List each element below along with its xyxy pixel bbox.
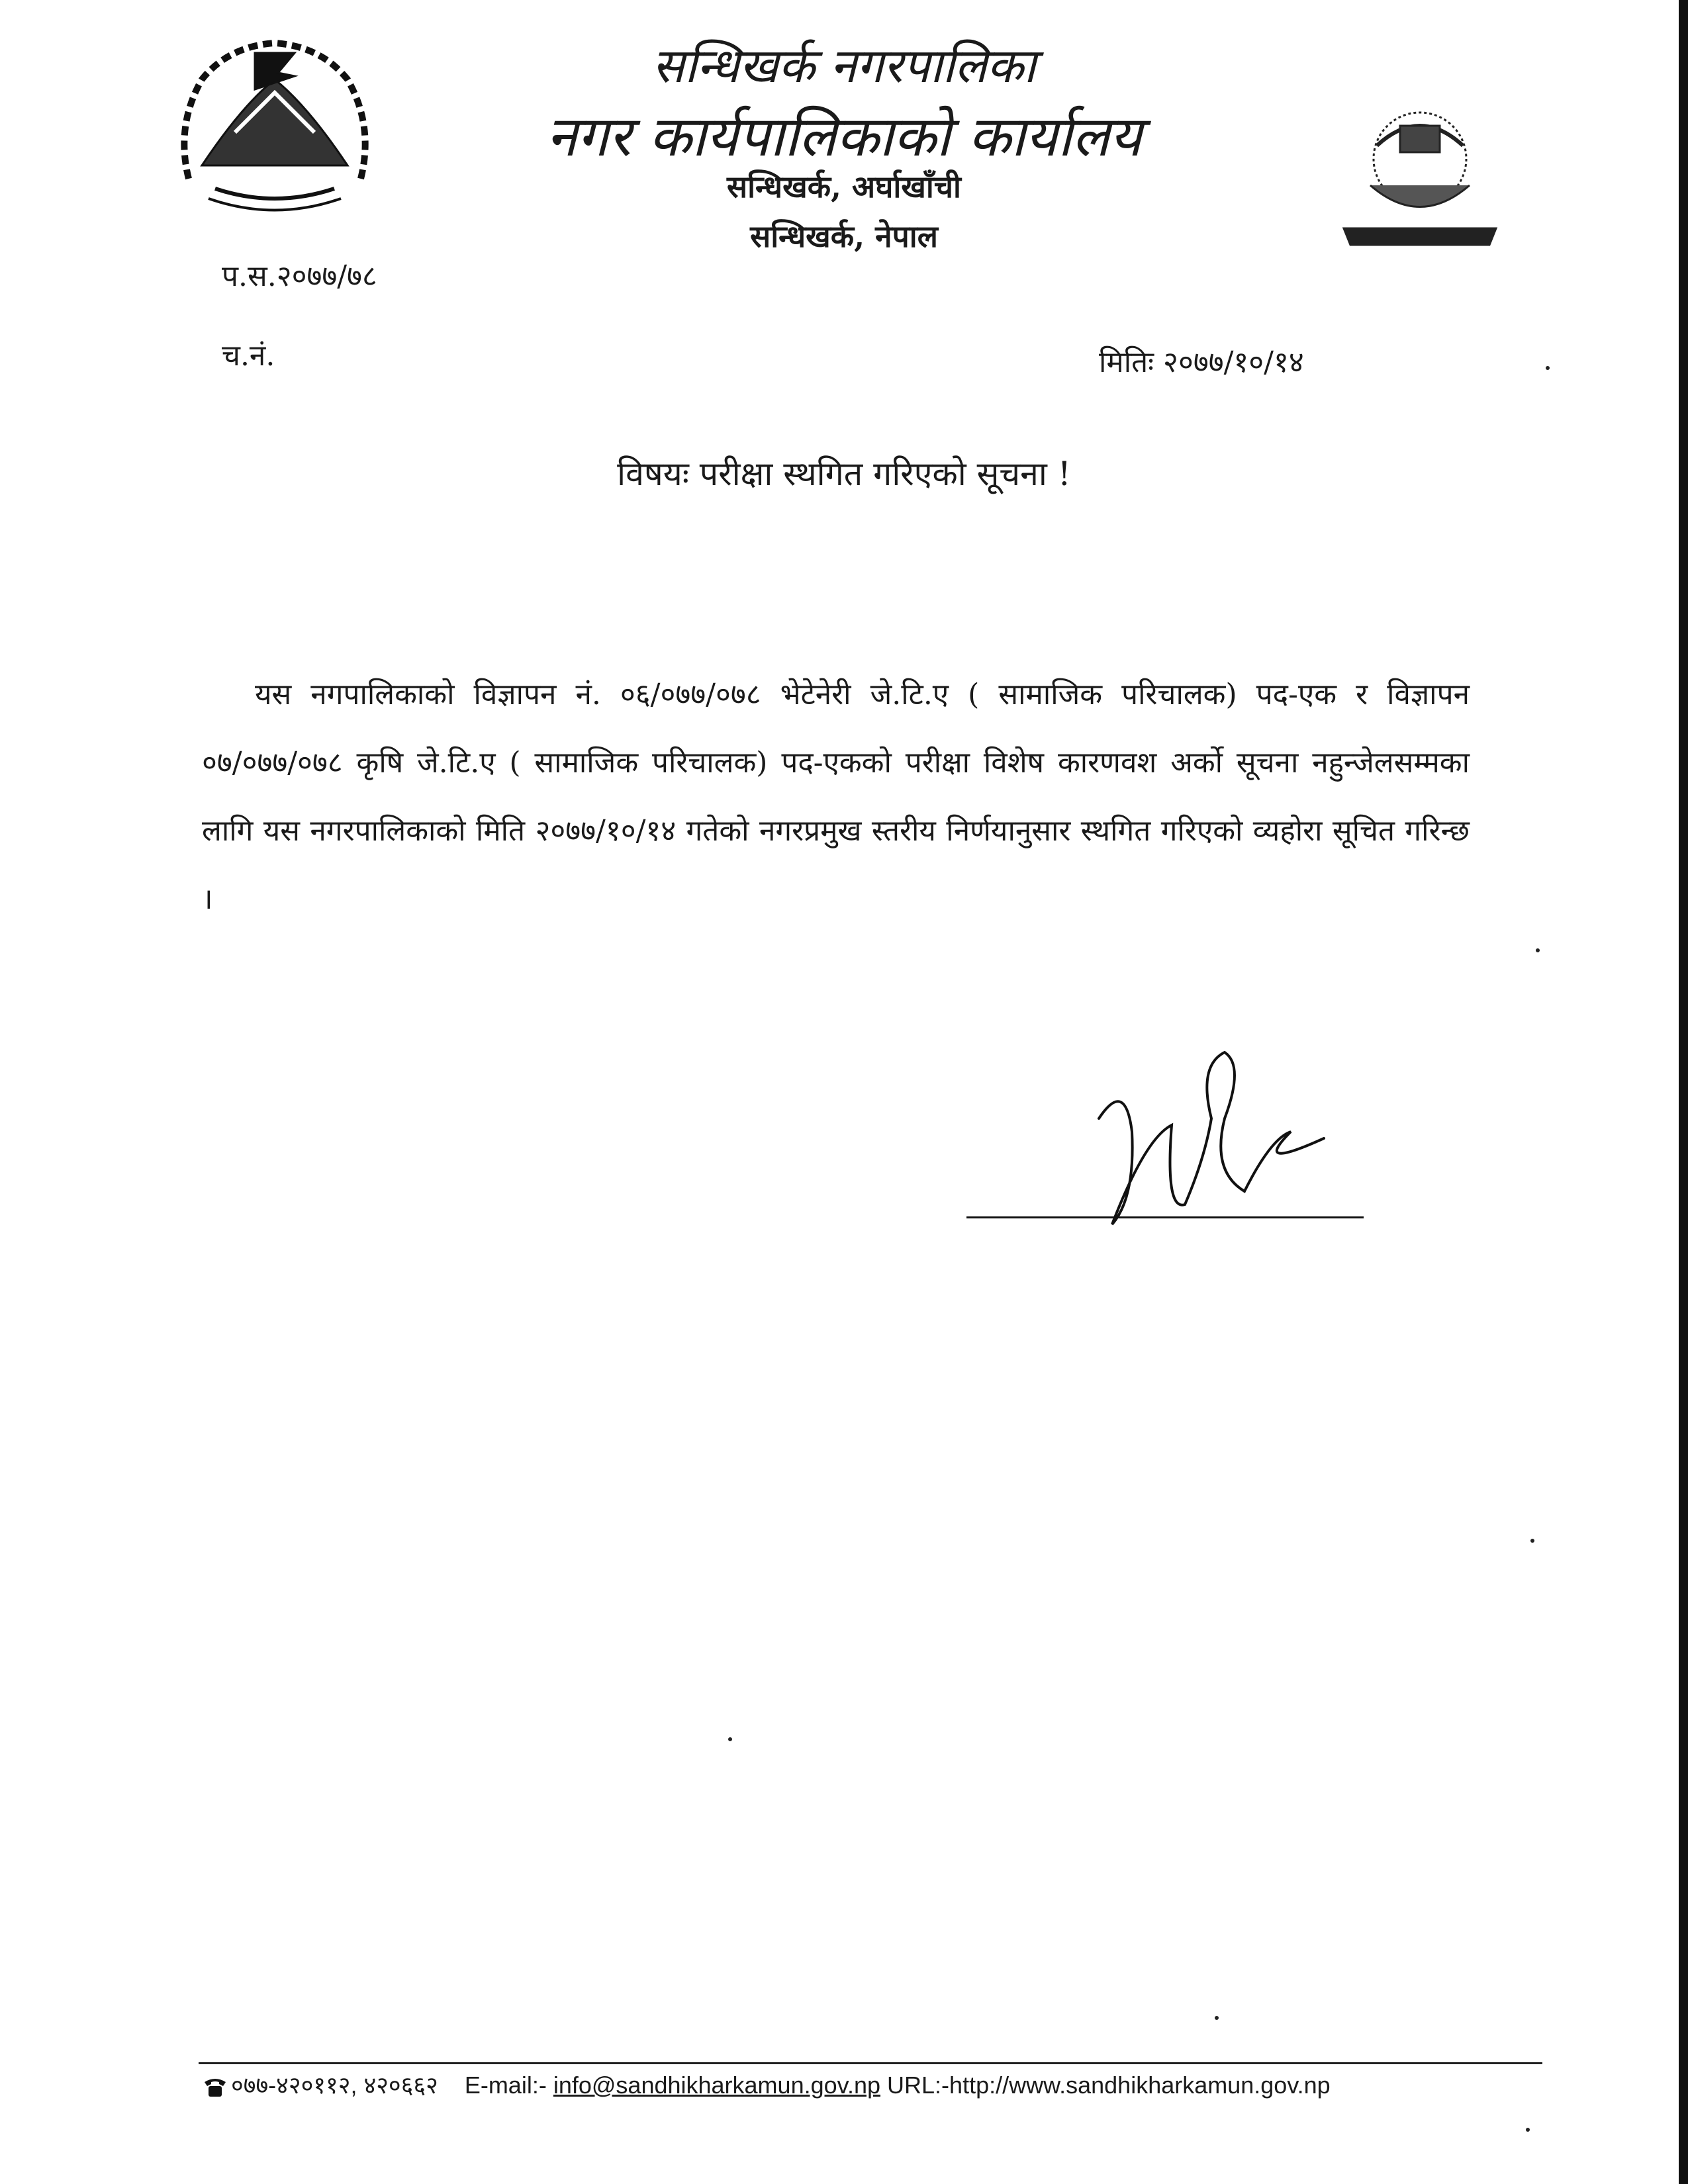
footer-phone: ०७७-४२०११२, ४२०६६२ [231, 2071, 438, 2099]
office-name: नगर कार्यपालिकाको कार्यालय [546, 104, 1142, 169]
signature-line [966, 1216, 1364, 1218]
scan-speck [728, 1737, 732, 1741]
scan-speck [1530, 1539, 1534, 1543]
footer-url[interactable]: http://www.sandhikharkamun.gov.np [949, 2071, 1331, 2099]
letter-subject: विषयः परीक्षा स्थगित गरिएको सूचना ! [617, 455, 1071, 493]
scan-speck [1215, 2016, 1219, 2020]
footer-contact [202, 2068, 1331, 2101]
footer-rule [199, 2062, 1542, 2064]
letter-date: मितिः २०७७/१०/१४ [1099, 345, 1304, 379]
scan-speck [1546, 366, 1550, 370]
scan-speck [1536, 948, 1540, 952]
signature-icon [1072, 1039, 1337, 1257]
address-line-1: सन्धिखर्क, अर्घाखाँची [727, 169, 961, 205]
scan-speck [1526, 2128, 1530, 2132]
phone-icon [202, 2075, 228, 2098]
footer-email[interactable]: info@sandhikharkamun.gov.np [553, 2071, 881, 2099]
letter-body: यस नगपालिकाको विज्ञापन नं. ०६/०७७/०७८ भेटेनेरी जे.टि.ए ( सामाजिक परिचालक) पद-एक र विज्ञापन ०७/०७७/०७८ कृषि जे.टि.ए ( सामाजिक परिचालक) पद-एकको परीक्षा विशेष कारणवश अर्को सूचना नहुन्जेलसम्मका लागि यस नगरपालिकाको मिति २०७७/१०/१४ गतेको नगरप्रमुख स्तरीय निर्णयानुसार स्थगित गरिएको व्यहोरा सूचित गरिन्छ । [202, 678, 1470, 916]
dispatch-number: च.नं. [222, 339, 275, 373]
reference-number: प.स.२०७७/७८ [222, 259, 377, 293]
scan-edge [1679, 0, 1688, 2184]
municipality-name: सन्धिखर्क नगरपालिका [652, 38, 1036, 93]
footer-url-label: URL:- [887, 2071, 950, 2099]
address-line-2: सन्धिखर्क, नेपाल [750, 218, 938, 254]
footer-email-label: E-mail:- [464, 2071, 547, 2099]
